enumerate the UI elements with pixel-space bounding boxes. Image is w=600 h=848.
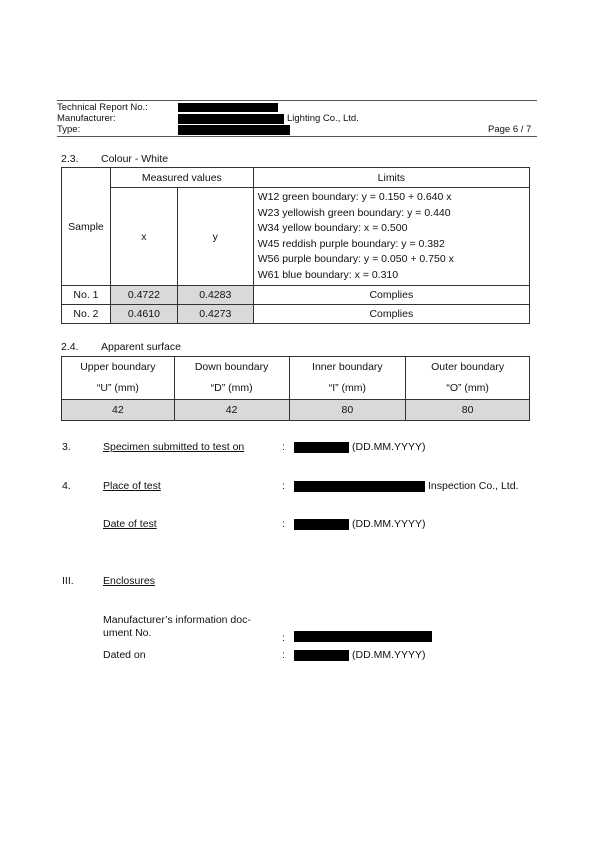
- redacted-doc-number: [294, 631, 432, 642]
- upper-boundary-header: Upper boundary: [62, 357, 175, 378]
- header-bottom-rule: [57, 136, 537, 137]
- type-label: Type:: [57, 124, 81, 135]
- limit-line: W56 purple boundary: y = 0.050 + 0.750 x: [257, 253, 454, 265]
- table-row: [62, 400, 530, 421]
- result-cell: Complies: [253, 305, 529, 324]
- report-label: Technical Report No.:: [57, 102, 148, 113]
- y-header: y: [177, 188, 253, 286]
- colour-section-number: 2.3.: [61, 153, 79, 165]
- limits-header: Limits: [253, 168, 529, 188]
- redacted-specimen-date: [294, 442, 349, 453]
- sample-cell: No. 1: [62, 286, 111, 305]
- inner-boundary-header: Inner boundary: [289, 357, 406, 378]
- colour-section-title: Colour - White: [101, 153, 169, 165]
- upper-boundary-unit: “U” (mm): [62, 378, 175, 400]
- place-of-test-label: Place of test: [103, 480, 161, 492]
- manufacturer-doc-label-line2: ument No.: [103, 627, 152, 639]
- colour-table: [61, 167, 530, 324]
- outer-boundary-header: Outer boundary: [406, 357, 530, 378]
- redacted-report-number: [178, 103, 278, 112]
- surface-section-title: Apparent surface: [101, 341, 181, 353]
- table-row: [62, 305, 530, 324]
- enclosures-number: III.: [62, 575, 74, 587]
- section4-number: 4.: [62, 480, 71, 492]
- manufacturer-doc-label-line1: Manufacturer’s information doc-: [103, 614, 251, 626]
- test-date-format: (DD.MM.YYYY): [352, 518, 426, 530]
- manufacturer-suffix: Lighting Co., Ltd.: [287, 113, 359, 124]
- down-boundary-header: Down boundary: [174, 357, 289, 378]
- doc-colon: :: [282, 632, 285, 644]
- dated-colon: :: [282, 649, 285, 661]
- enclosures-title: Enclosures: [103, 575, 155, 587]
- x-header: x: [110, 188, 177, 286]
- place-suffix: Inspection Co., Ltd.: [428, 480, 519, 492]
- down-boundary-unit: “D” (mm): [174, 378, 289, 400]
- redacted-manufacturer: [178, 114, 284, 124]
- measured-values-header: Measured values: [110, 168, 253, 188]
- redacted-dated-on: [294, 650, 349, 661]
- down-boundary-value: 42: [174, 400, 289, 421]
- page-number: Page 6 / 7: [488, 124, 532, 135]
- inner-boundary-unit: “I” (mm): [289, 378, 406, 400]
- y-value-cell: 0.4283: [177, 286, 253, 305]
- date-of-test-label: Date of test: [103, 518, 157, 530]
- redacted-place: [294, 481, 425, 492]
- dated-on-label: Dated on: [103, 649, 146, 661]
- dated-format: (DD.MM.YYYY): [352, 649, 426, 661]
- surface-section-number: 2.4.: [61, 341, 79, 353]
- x-value-cell: 0.4610: [110, 305, 177, 324]
- place-colon: :: [282, 480, 285, 492]
- manufacturer-label: Manufacturer:: [57, 113, 116, 124]
- limit-line: W61 blue boundary: x = 0.310: [257, 268, 399, 281]
- header-top-rule: [57, 100, 537, 101]
- sample-cell: No. 2: [62, 305, 111, 324]
- specimen-date-format: (DD.MM.YYYY): [352, 441, 426, 453]
- inner-boundary-value: 80: [289, 400, 406, 421]
- section3-number: 3.: [62, 441, 71, 453]
- x-value-cell: 0.4722: [110, 286, 177, 305]
- outer-boundary-value: 80: [406, 400, 530, 421]
- specimen-label: Specimen submitted to test on: [103, 441, 245, 453]
- limit-line: W12 green boundary: y = 0.150 + 0.640 x: [257, 191, 452, 203]
- result-cell: Complies: [253, 286, 529, 305]
- date-colon: :: [282, 518, 285, 530]
- limit-line: W45 reddish purple boundary: y = 0.382: [257, 237, 445, 250]
- specimen-colon: :: [282, 441, 285, 453]
- redacted-type: [178, 125, 290, 135]
- upper-boundary-value: 42: [62, 400, 175, 421]
- surface-table: [61, 356, 530, 421]
- limits-list: [253, 188, 529, 286]
- limit-line: W23 yellowish green boundary: y = 0.440: [257, 206, 451, 219]
- outer-boundary-unit: “O” (mm): [406, 378, 530, 400]
- table-row: [62, 286, 530, 305]
- limit-line: W34 yellow boundary: x = 0.500: [257, 222, 408, 234]
- sample-header: Sample: [62, 168, 111, 286]
- y-value-cell: 0.4273: [177, 305, 253, 324]
- redacted-test-date: [294, 519, 349, 530]
